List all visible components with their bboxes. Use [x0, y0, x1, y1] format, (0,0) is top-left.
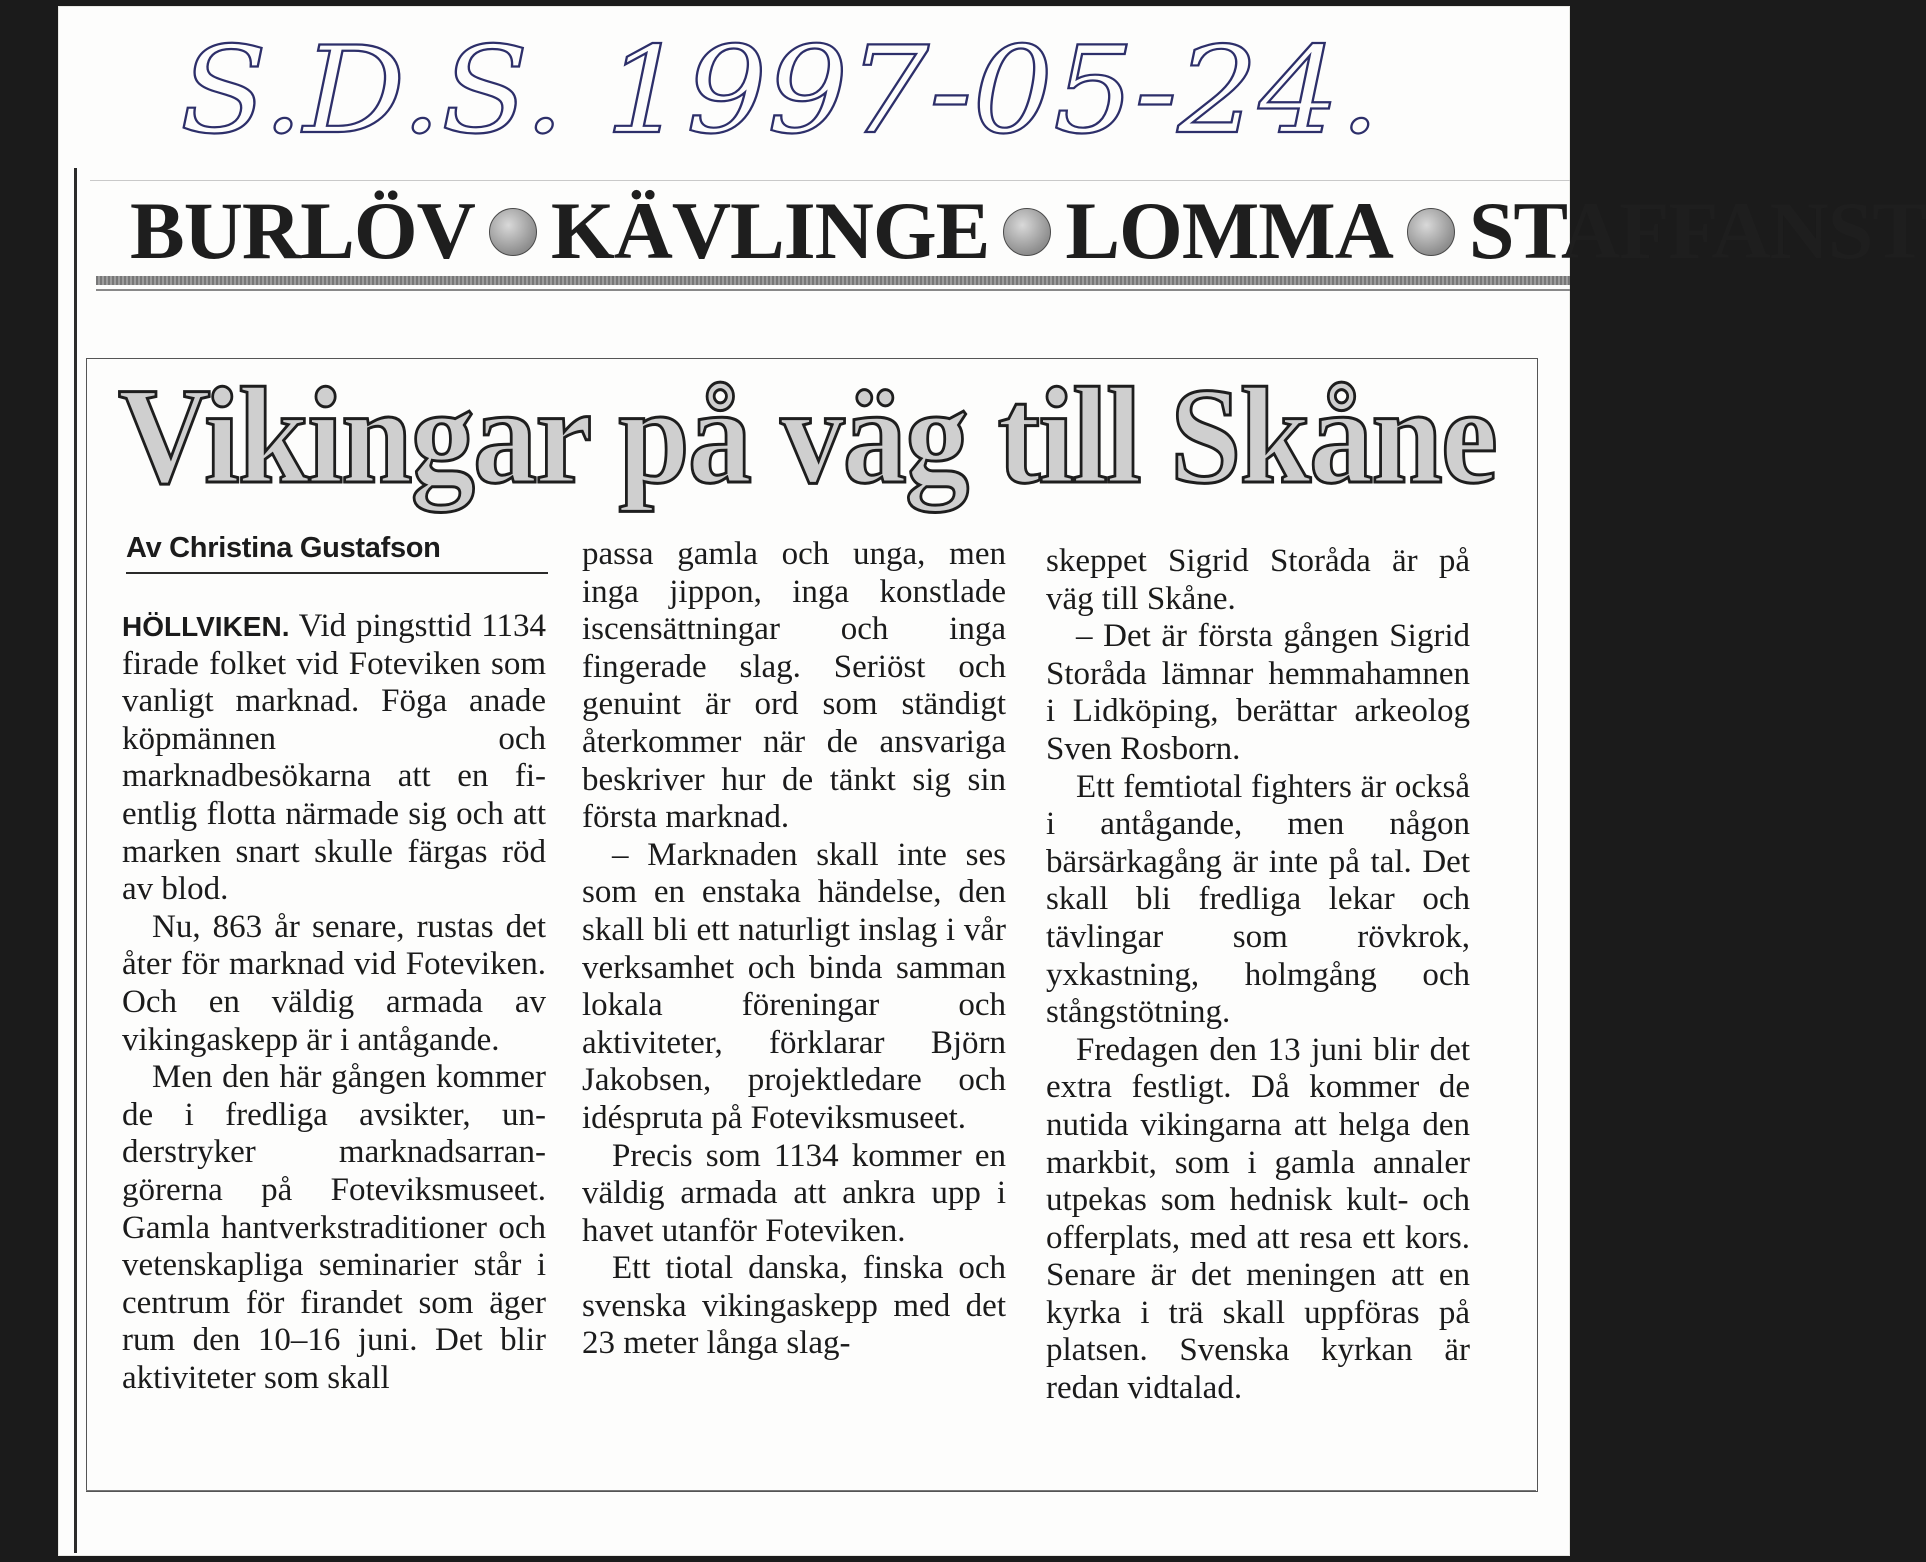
section-place-lomma: LOMMA — [1065, 185, 1393, 276]
article-paragraph: – Marknaden skall inte ses som en enstaka händelse, den skall bli ett naturligt inslag i vår verksamhet och binda samman lokala föreningar och aktiviteter, förklarar Björn Jakobsen, projektledare och idéspruta på Foteviksmuseet. — [582, 836, 1006, 1136]
article-paragraph: Men den här gången kommer de i fredliga avsikter, understryker marknadsarrangörerna på Foteviksmuseet. Gamla hantverkstraditioner och vetenskapliga seminarier står i centrum för firandet som äger rum den 10–16 juni. Det blir aktiviteter som skall — [122, 1059, 546, 1396]
bullet-dot — [489, 208, 537, 256]
section-place-burlov: BURLÖV — [130, 185, 475, 276]
article-paragraph: Precis som 1134 kommer en väldig armada att ankra upp i havet utanför Foteviken. — [582, 1137, 1006, 1249]
article-column-1 — [122, 608, 546, 1397]
bullet-dot — [1407, 208, 1455, 256]
article-paragraph: skeppet Sigrid Storåda är på väg till Skåne. — [1046, 543, 1470, 617]
article-paragraph: Nu, 863 år senare, rustas det åter för marknad vid Foteviken. Och en väldig armada av vikingaskepp är i antågande. — [122, 908, 546, 1058]
article-bottom-rule — [86, 1490, 1536, 1491]
section-left-border — [74, 168, 77, 1553]
article-column-2 — [582, 536, 1006, 1363]
paragraph-text: Vid pingsttid 1134 firade folket vid Foteviken som vanligt marknad. Föga anade köpmännen och marknadbesökarna att en fientlig flotta närmade sig och att marken snart skulle färgas röd av blod. — [122, 608, 546, 908]
bullet-dot — [1003, 208, 1051, 256]
article-paragraph: Ett tiotal danska, finska och svenska vikingaskepp med det 23 meter långa slag- — [582, 1250, 1006, 1362]
section-rule-thin — [96, 289, 1570, 291]
article-dateline: HÖLLVIKEN. — [122, 611, 290, 642]
article-paragraph: – Det är första gången Sigrid Storåda lämnar hemmahamnen i Lidköping, berättar arkeolog Sven Rosborn. — [1046, 618, 1470, 767]
article-byline: Av Christina Gustafson — [126, 532, 441, 564]
byline-rule — [126, 572, 548, 574]
section-header — [130, 185, 1926, 276]
article-column-3 — [1046, 543, 1470, 1408]
article-paragraph: Fredagen den 13 juni blir det extra festligt. Då kommer de nutida vikingarna att helga den markbit, som i gamla annaler utpekas som hednisk kult- och offerplats, med att resa ett kors. Senare är det meningen att en kyrka i trä skall uppföras på platsen. Svenska kyrkan är redan vidtalad. — [1046, 1031, 1470, 1407]
section-top-rule — [90, 180, 1570, 181]
handwritten-date-text: S.D.S. 1997-05-24. — [180, 22, 1380, 161]
article-paragraph — [122, 608, 546, 909]
handwritten-date-note — [170, 22, 1400, 172]
section-place-kavlinge: KÄVLINGE — [550, 185, 990, 276]
article-paragraph: Ett femtiotal fighters är också i antågande, men någon bärsärkagång är inte på tal. Det skall bli fredliga lekar och tävlingar som rövkrok, yxkastning, holmgång och stångstötning. — [1046, 768, 1470, 1031]
article-headline: Vikingar på väg till Skåne — [118, 359, 1496, 512]
section-rule — [96, 276, 1570, 285]
article-paragraph: passa gamla och unga, men inga jippon, inga konstlade iscensättningar och inga fingerade slag. Seriöst och genuint är ord som ständigt återkommer när de ansvariga beskriver hur de tänkt sig sin första marknad. — [582, 536, 1006, 836]
section-place-staffanstorp: STAFFANST — [1468, 185, 1926, 276]
